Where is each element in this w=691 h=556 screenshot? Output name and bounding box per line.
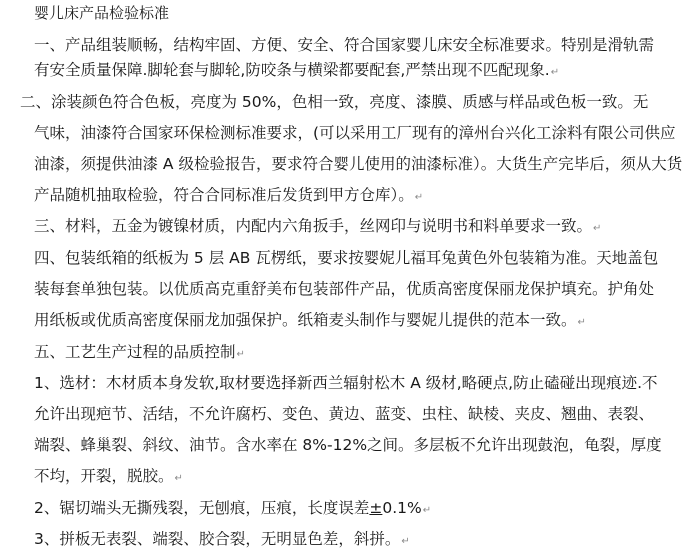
text-line [34,34,654,56]
text-line [34,247,658,269]
line-text: 不均，开裂，脱胶。 [34,467,174,485]
line-text: 2、锯切端头无撕残裂，无刨痕，压痕，长度误差 [34,499,370,517]
text-line [34,215,601,237]
paragraph-mark: ↵ [414,192,424,203]
paragraph-mark: ↵ [236,349,245,360]
paragraph-mark: ↵ [401,536,410,547]
text-line [34,184,423,206]
paragraph-mark: ↵ [174,473,183,484]
line-text: 三、材料，五金为镀镍材质，内配内六角扳手，丝网印与说明书和料单要求一致。 [34,217,593,235]
text-line [20,91,648,113]
line-text: 油漆，须提供油漆 A 级检验报告，要求符合婴儿使用的油漆标准）。大货生产完毕后，须从大货 [34,155,683,173]
line-text: 0.1% [382,499,422,517]
plus-minus-sign: ± [369,499,383,517]
line-text: 一、产品组装顺畅，结构牢固、方便、安全、符合国家婴儿床安全标准要求。特别是滑轨需 [34,36,655,54]
paragraph-mark: ↵ [550,67,560,78]
text-line [34,372,658,394]
text-line [34,465,183,487]
line-text: 3、拼板无表裂、端裂、胶合裂，无明显色差，斜拼。 [34,530,401,548]
text-line [34,434,662,456]
line-text: 二、涂装颜色符合色板，亮度为 50%，色相一致，亮度、漆膜、质感与样品或色板一致。无 [20,93,649,111]
line-text: 四、包装纸箱的纸板为 5 层 AB 瓦楞纸，要求按婴妮儿福耳兔黄色外包装箱为准。天地盖包 [34,249,659,267]
text-line [34,59,559,81]
text-line [34,497,431,519]
text-line [34,153,682,175]
line-text: 允许出现疤节、活结，不允许腐朽、变色、黄边、蓝变、虫柱、缺棱、夹皮、翘曲、表裂、 [34,405,655,423]
paragraph-mark: ↵ [577,317,586,328]
line-text: 产品随机抽取检验，符合合同标准后发货到甲方仓库）。 [34,186,414,204]
line-text: 用纸板或优质高密度保丽龙加强保护。纸箱麦头制作与婴妮儿提供的范本一致。 [34,311,577,329]
line-text: 装每套单独包装。以优质高克重舒美布包装部件产品，优质高密度保丽龙保护填充。护角处 [34,280,655,298]
line-text: 气味，油漆符合国家环保检测标准要求，(可以采用工厂现有的漳州台兴化工涂料有限公司供应 [34,124,676,142]
line-text: 有安全质量保障.脚轮套与脚轮,防咬条与横梁都要配套,严禁出现不匹配现象. [34,61,550,79]
line-text: 1、选材：木材质本身发软,取材要选择新西兰辐射松木 A 级材,略硬点,防止磕碰出现痕迹.不 [34,374,658,392]
document-title-text: 婴儿床产品检验标准 [34,4,170,22]
text-line [34,122,676,144]
line-text: 五、工艺生产过程的品质控制 [34,343,236,361]
section-heading [34,341,245,363]
text-line [34,278,654,300]
text-line [34,403,654,425]
paragraph-mark: ↵ [422,505,432,516]
text-line [34,528,410,550]
text-line [34,309,586,331]
line-text: 端裂、蜂巢裂、斜纹、油节。含水率在 8%-12%之间。多层板不允许出现鼓泡，龟裂，厚度 [34,436,662,454]
document-title [34,2,169,24]
paragraph-mark: ↵ [593,223,602,234]
